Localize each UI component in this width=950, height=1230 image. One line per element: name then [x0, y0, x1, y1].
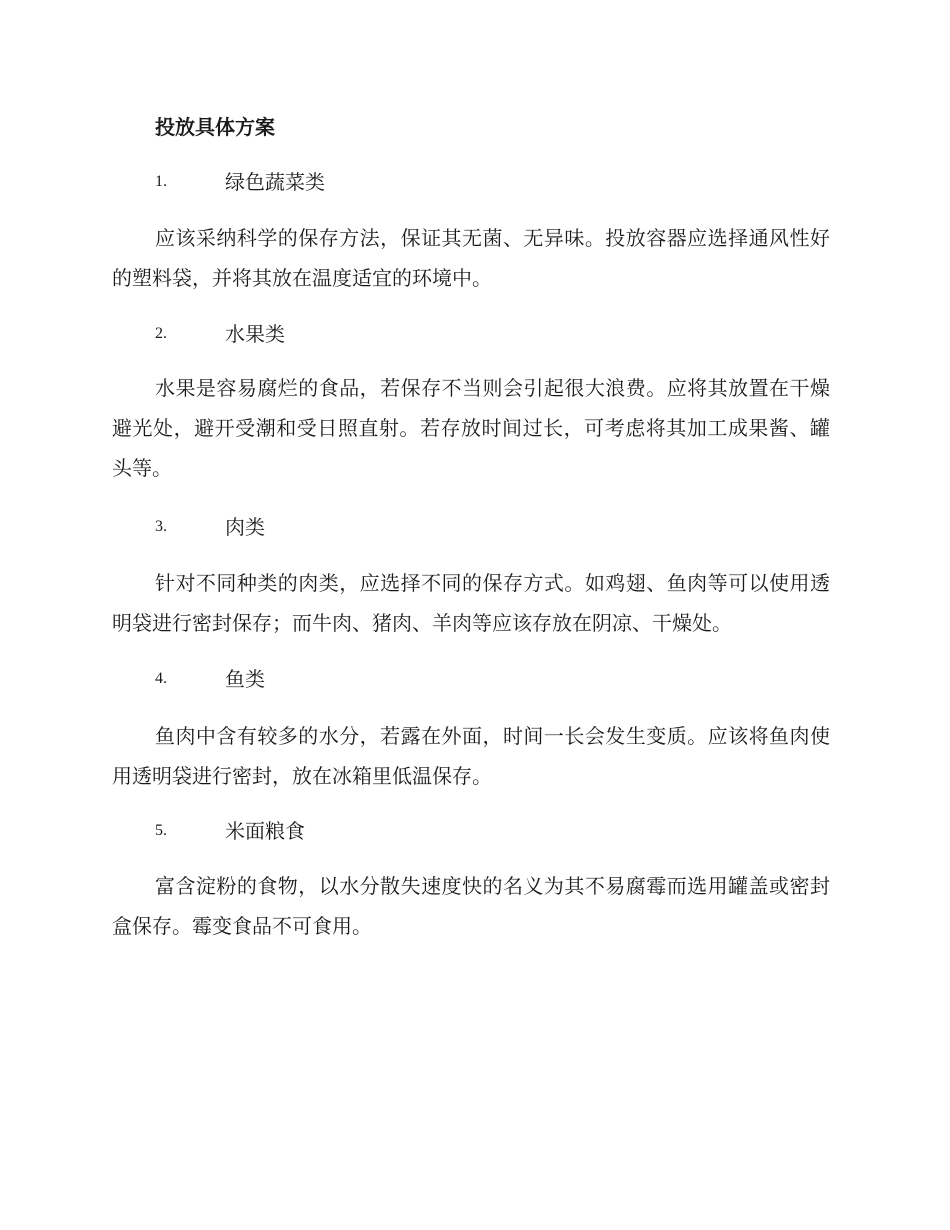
- section-2-title: 水果类: [225, 322, 285, 346]
- section-1-number: 1.: [155, 173, 167, 190]
- document-heading: 投放具体方案: [155, 115, 275, 139]
- section-4-number: 4.: [155, 670, 167, 687]
- section-2-header: [155, 319, 755, 349]
- section-2-number: 2.: [155, 325, 167, 342]
- section-4-body: 鱼肉中含有较多的水分，若露在外面，时间一长会发生变质。应该将鱼肉使用透明袋进行密封，放在冰箱里低温保存。: [112, 724, 830, 788]
- section-3-body: 针对不同种类的肉类，应选择不同的保存方式。如鸡翅、鱼肉等可以使用透明袋进行密封保存；而牛肉、猪肉、羊肉等应该存放在阴凉、干燥处。: [112, 571, 830, 635]
- section-4-title: 鱼类: [225, 667, 265, 691]
- section-5-title: 米面粮食: [225, 819, 305, 843]
- section-1-header: [155, 167, 755, 197]
- section-3-number: 3.: [155, 518, 167, 535]
- section-2-body: 水果是容易腐烂的食品，若保存不当则会引起很大浪费。应将其放置在干燥避光处，避开受潮和受日照直射。若存放时间过长，可考虑将其加工成果酱、罐头等。: [112, 376, 830, 480]
- section-3-title: 肉类: [225, 515, 265, 539]
- section-4-header: [155, 664, 755, 694]
- section-1-title: 绿色蔬菜类: [225, 170, 325, 194]
- section-5-number: 5.: [155, 822, 167, 839]
- section-5-body: 富含淀粉的食物，以水分散失速度快的名义为其不易腐霉而选用罐盖或密封盒保存。霉变食品不可食用。: [112, 874, 830, 938]
- section-1-body: 应该采纳科学的保存方法，保证其无菌、无异味。投放容器应选择通风性好的塑料袋，并将其放在温度适宜的环境中。: [112, 226, 830, 290]
- section-3-header: [155, 512, 755, 542]
- section-5-header: [155, 816, 755, 846]
